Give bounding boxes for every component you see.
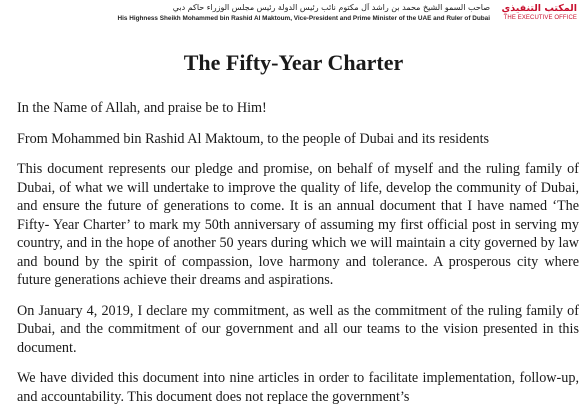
paragraph-pledge: This document represents our pledge and promise, on behalf of myself and the ruling family of Dubai, of what we will undertake to improve the quality of life, develop the community of Dubai, and ensure the future of generations to come. It is an annual document that I have named ‘The Fifty- Year Charter’ to mark my 50th anniversary of assuming my first official post in serving my country, and in the hope of another 50 years during which we will maintain a city governed by law and bound by the spirit of compassion, love harmony and tolerance. A prosperous city where future generations achieve their dreams and aspirations. [17, 161, 579, 288]
document-header [0, 0, 587, 28]
paragraph-salutation: From Mohammed bin Rashid Al Maktoum, to the people of Dubai and its residents [17, 130, 490, 147]
executive-office-logo [497, 3, 577, 25]
logo-arabic-text: المكتب التنفيذي [501, 3, 577, 14]
document-body [17, 99, 579, 418]
paragraph-opening: In the Name of Allah, and praise be to Him! [17, 100, 267, 116]
header-arabic-title: صاحب السمو الشيخ محمد بن راشد آل مكتوم نائب رئيس الدولة رئيس مجلس الوزراء حاكم دبي [172, 3, 490, 12]
paragraph-commitment: On January 4, 2019, I declare my commitment, as well as the commitment of the ruling family of Dubai, and the commitment of our government and all our teams to the vision presented in this document. [17, 302, 579, 356]
page-title: The Fifty-Year Charter [183, 50, 404, 75]
paragraph-articles: We have divided this document into nine articles in order to facilitate implementation, follow-up, and accountability. This document does not replace the government’s [17, 370, 579, 405]
header-english-title: His Highness Sheikh Mohammed bin Rashid Al Maktoum, Vice-President and Prime Minister of the UAE and Ruler of Dubai [117, 15, 490, 22]
logo-english-text: THE EXECUTIVE OFFICE [503, 15, 577, 21]
